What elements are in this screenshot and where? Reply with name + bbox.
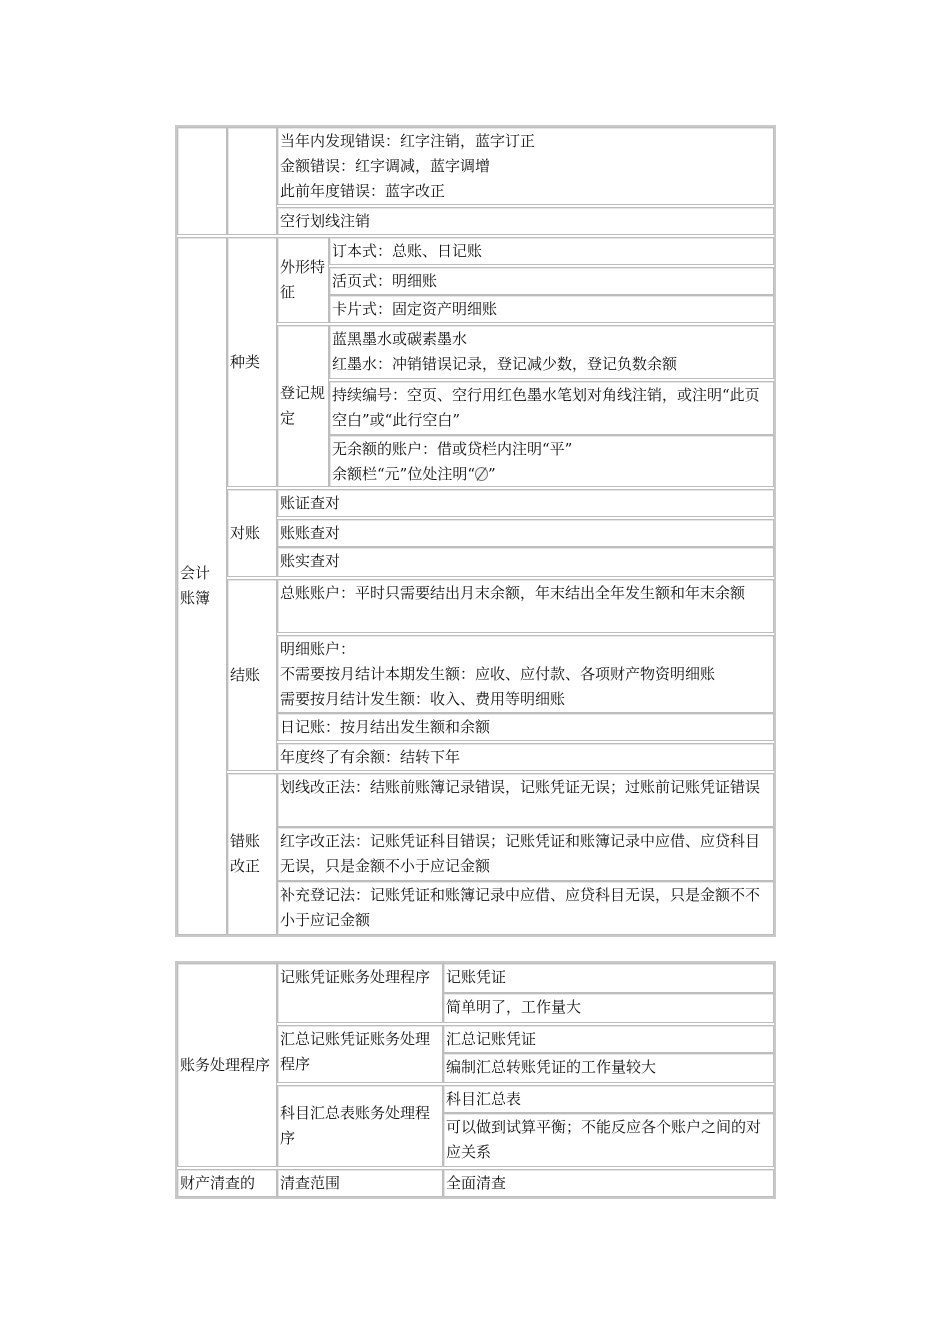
blank-line-cell: 空行划线注销 — [277, 207, 774, 235]
text-line: 金额错误：红字调减，蓝字调增 — [280, 157, 491, 175]
numbering-rule-cell: 持续编号：空页、空行用红色墨水笔划对角线注销，或注明“此页空白”或“此行空白” — [329, 381, 774, 435]
reconcile-label: 对账 — [227, 489, 277, 577]
error-rules-cell — [277, 127, 774, 205]
process-item: 简单明了，工作量大 — [443, 993, 774, 1023]
text-line: 当年内发现错误：红字注销，蓝字订正 — [280, 132, 536, 150]
inventory-scope: 清查范围 — [277, 1169, 443, 1197]
appearance-item: 订本式：总账、日记账 — [329, 237, 774, 265]
appearance-item: 卡片式：固定资产明细账 — [329, 295, 774, 323]
process-label: 账务处理程序 — [177, 963, 277, 1167]
ink-rules-cell: 蓝黑墨水或碳素墨水 红墨水：冲销错误记录，登记减少数，登记负数余额 — [329, 325, 774, 379]
reconcile-item: 账账查对 — [277, 519, 774, 547]
accounting-books-table — [175, 125, 776, 937]
empty-cell — [177, 127, 227, 235]
process-name: 科目汇总表账务处理程序 — [277, 1085, 443, 1167]
process-item: 汇总记账凭证 — [443, 1025, 774, 1053]
process-item: 可以做到试算平衡；不能反应各个账户之间的对应关系 — [443, 1113, 774, 1167]
appearance-label: 外形特征 — [277, 237, 329, 323]
correction-item: 补充登记法：记账凭证和账簿记录中应借、应贷科目无误，只是金额不不小于应记金额 — [277, 881, 774, 935]
closing-journal-cell: 日记账：按月结出发生额和余额 — [277, 713, 774, 741]
process-name: 汇总记账凭证账务处理程序 — [277, 1025, 443, 1083]
accounting-process-table — [175, 961, 776, 1199]
correction-item: 红字改正法：记账凭证科目错误；记账凭证和账簿记录中应借、应贷科目无误，只是金额不小于应记金额 — [277, 827, 774, 881]
no-balance-cell: 无余额的账户：借或贷栏内注明“平” 余额栏“元”位处注明“ ” — [329, 435, 774, 487]
process-item: 编制汇总转账凭证的工作量较大 — [443, 1053, 774, 1083]
rules-label: 登记规定 — [277, 325, 329, 487]
inventory-scope-value: 全面清查 — [443, 1169, 774, 1197]
reconcile-item: 账证查对 — [277, 489, 774, 517]
reconcile-item: 账实查对 — [277, 547, 774, 577]
text-line: 此前年度错误：蓝字改正 — [280, 182, 446, 200]
zero-slash-icon — [475, 467, 488, 481]
accounting-books-label: 会计账簿 — [177, 237, 227, 935]
types-label: 种类 — [227, 237, 277, 487]
closing-label: 结账 — [227, 579, 277, 771]
correction-label: 错账改正 — [227, 773, 277, 935]
process-name: 记账凭证账务处理程序 — [277, 963, 443, 1023]
closing-yearend-cell: 年度终了有余额：结转下年 — [277, 743, 774, 771]
closing-detail-cell: 明细账户： 不需要按月结计本期发生额：应收、应付款、各项财产物资明细账 需要按月结计发生额：收入、费用等明细账 — [277, 635, 774, 713]
correction-item: 划线改正法：结账前账簿记录错误，记账凭证无误；过账前记账凭证错误 — [277, 773, 774, 827]
appearance-item: 活页式：明细账 — [329, 267, 774, 295]
empty-cell — [227, 127, 277, 235]
inventory-label: 财产清查的 — [177, 1169, 277, 1197]
process-item: 科目汇总表 — [443, 1085, 774, 1113]
process-item: 记账凭证 — [443, 963, 774, 993]
closing-general-cell: 总账账户：平时只需要结出月末余额，年末结出全年发生额和年末余额 — [277, 579, 774, 633]
